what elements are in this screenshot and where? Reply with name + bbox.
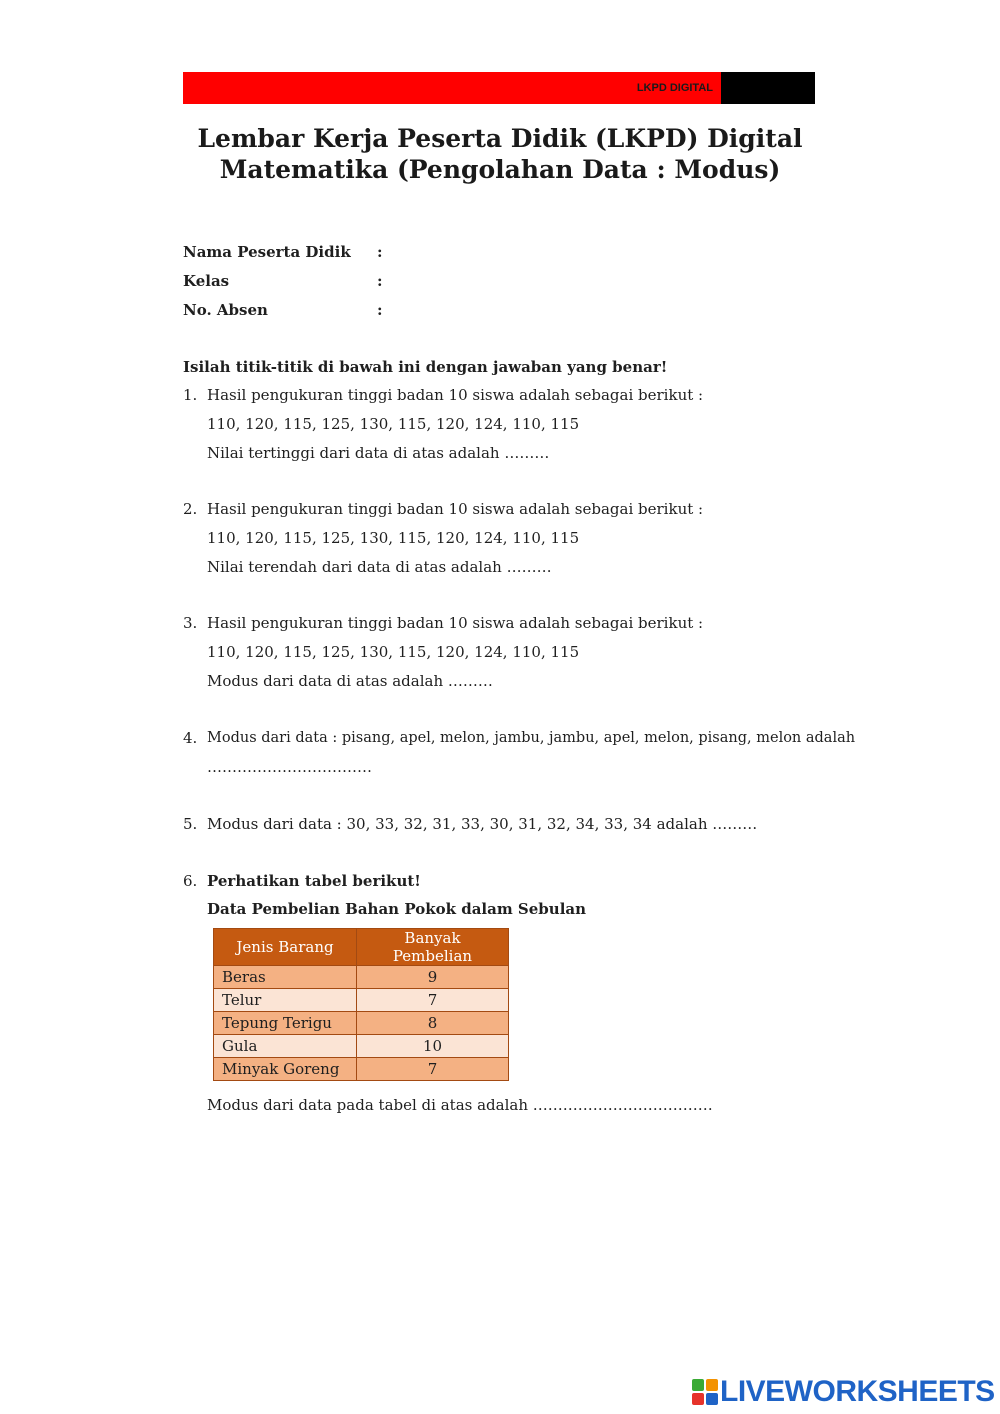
question-number: 1. (183, 386, 198, 404)
question-text: Perhatikan tabel berikut! (207, 872, 421, 890)
table-cell-item: Tepung Terigu (214, 1012, 357, 1035)
footer-brand-text: LIVEWORKSHEETS (720, 1375, 995, 1408)
question-number: 2. (183, 500, 198, 518)
table-answer-prompt[interactable]: Modus dari data pada tabel di atas adalah ……………………………… (207, 1096, 713, 1114)
table-row (214, 989, 509, 1012)
question-text: Hasil pengukuran tinggi badan 10 siswa adalah sebagai berikut : (207, 500, 704, 518)
question-text: Modus dari data : pisang, apel, melon, jambu, jambu, apel, melon, pisang, melon adalah (207, 730, 856, 746)
question-number: 6. (183, 872, 198, 890)
identity-label: Nama Peserta Didik (183, 243, 351, 261)
identity-label: Kelas (183, 272, 230, 290)
table-cell-value: 7 (357, 1058, 509, 1081)
header-black-band (721, 72, 815, 104)
header-bar (183, 72, 815, 104)
table-header-cell: Jenis Barang (214, 929, 357, 966)
table-cell-item: Gula (214, 1035, 357, 1058)
question-number: 3. (183, 614, 198, 632)
identity-label: No. Absen (183, 301, 268, 319)
table-header-row (214, 929, 509, 966)
question-prompt[interactable]: Nilai terendah dari data di atas adalah ……… (207, 558, 552, 576)
header-label: LKPD DIGITAL (636, 82, 713, 94)
header-red-band (183, 72, 721, 104)
table-cell-value: 7 (357, 989, 509, 1012)
identity-colon: : (377, 243, 383, 261)
table-caption: Data Pembelian Bahan Pokok dalam Sebulan (207, 900, 587, 918)
table-cell-item: Beras (214, 966, 357, 989)
title-line-1: Lembar Kerja Peserta Didik (LKPD) Digital (197, 124, 803, 153)
question-data: 110, 120, 115, 125, 130, 115, 120, 124, 110, 115 (207, 529, 580, 547)
table-row (214, 1058, 509, 1081)
question-data: 110, 120, 115, 125, 130, 115, 120, 124, 110, 115 (207, 415, 580, 433)
question-text: Hasil pengukuran tinggi badan 10 siswa adalah sebagai berikut : (207, 386, 704, 404)
table-row (214, 1012, 509, 1035)
page-title (100, 123, 900, 185)
question-text: Hasil pengukuran tinggi badan 10 siswa adalah sebagai berikut : (207, 614, 704, 632)
question-prompt[interactable]: Nilai tertinggi dari data di atas adalah ……… (207, 444, 550, 462)
footer-brand[interactable] (692, 1375, 995, 1409)
liveworksheets-logo-icon (692, 1379, 718, 1405)
title-line-2: Matematika (Pengolahan Data : Modus) (219, 155, 781, 184)
question-prompt[interactable]: Modus dari data di atas adalah ……… (207, 672, 493, 690)
table-row (214, 966, 509, 989)
table-cell-value: 9 (357, 966, 509, 989)
identity-row-name (183, 242, 383, 262)
table-header-cell: Banyak Pembelian (357, 929, 509, 966)
table-cell-item: Telur (214, 989, 357, 1012)
question-text[interactable]: Modus dari data : 30, 33, 32, 31, 33, 30, 31, 32, 34, 33, 34 adalah ……… (207, 815, 758, 833)
question-number: 4. (183, 729, 198, 747)
table-cell-value: 8 (357, 1012, 509, 1035)
table-cell-item: Minyak Goreng (214, 1058, 357, 1081)
question-data: 110, 120, 115, 125, 130, 115, 120, 124, 110, 115 (207, 643, 580, 661)
identity-row-class (183, 271, 383, 291)
table-cell-value: 10 (357, 1035, 509, 1058)
instruction: Isilah titik-titik di bawah ini dengan jawaban yang benar! (183, 358, 668, 376)
identity-colon: : (377, 301, 383, 319)
identity-row-absen (183, 300, 383, 320)
table-row (214, 1035, 509, 1058)
purchase-table (213, 928, 509, 1081)
identity-colon: : (377, 272, 383, 290)
question-number: 5. (183, 815, 198, 833)
answer-blank[interactable]: …………………………… (207, 758, 372, 776)
